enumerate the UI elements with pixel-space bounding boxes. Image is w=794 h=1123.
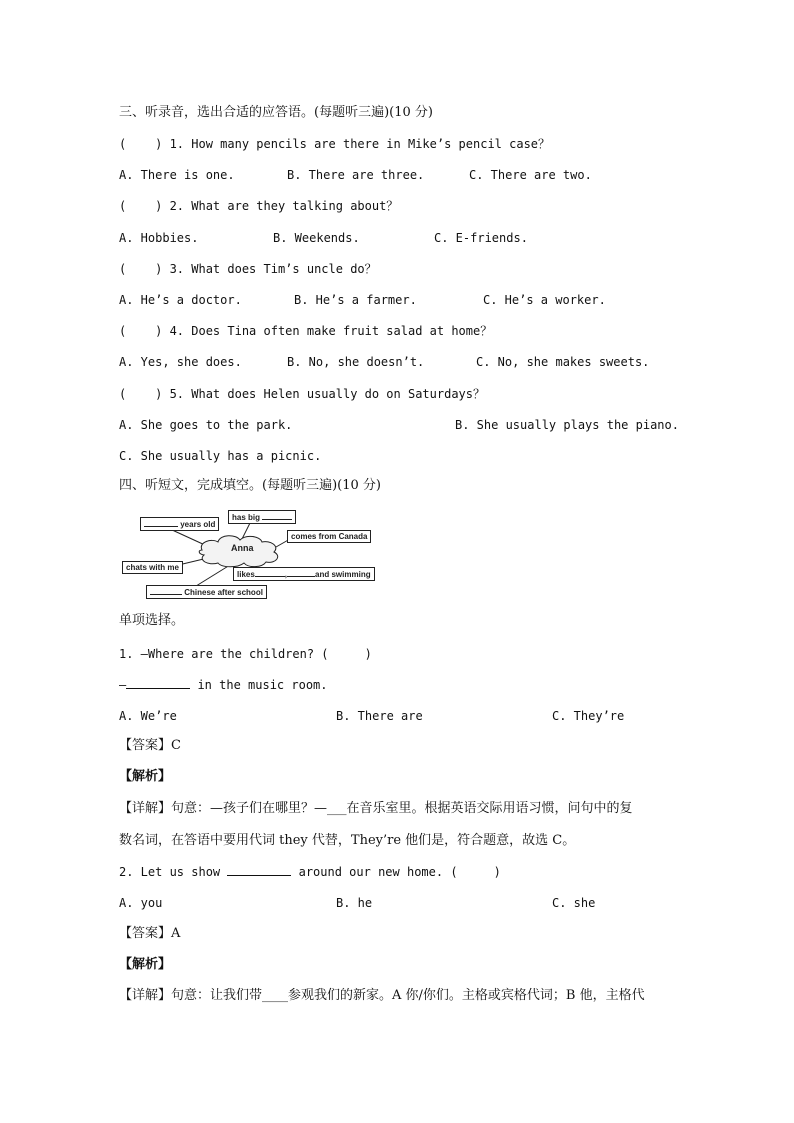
q5-option-b: B. She usually plays the piano. [455,418,679,432]
q4-option-a: A. Yes, she does. [119,355,242,369]
section3-title: 三、听录音，选出合适的应答语。(每题听三遍)(10 分) [119,105,433,120]
q1-option-b: B. There are three. [287,168,425,182]
q2-option-c: C. E-friends. [434,231,528,245]
years-old-box: years old [140,517,219,531]
q2-stem: ( ) 2. What are they talking about？ [119,199,399,213]
sc-q1-detail-line2: 数名词，在答语中要用代词 they 代替，They’re 他们是，符合题意，故选 C。 [119,833,576,848]
sc-q2-option-a: A. you [119,896,163,910]
sc-q2-analysis: 【解析】 [119,957,172,972]
sc-q1-answer: 【答案】C [119,738,181,753]
q4-option-b: B. No, she doesn’t. [287,355,425,369]
q5-stem: ( ) 5. What does Helen usually do on Saturdays？ [119,387,486,401]
comes-from-box: comes from Canada [287,530,371,543]
anna-mind-map [120,509,388,599]
q1-option-a: A. There is one. [119,168,235,182]
chinese-box: Chinese after school [146,585,267,599]
sc-q1-detail-line1: 【详解】句意：—孩子们在哪里？—___在音乐室里。根据英语交际用语习惯，问句中的复 [119,801,633,816]
sc-q2-answer: 【答案】A [119,926,181,941]
anna-label: Anna [231,543,254,553]
q3-option-b: B. He’s a farmer. [294,293,417,307]
sc-q2-detail-line1: 【详解】句意：让我们带____参观我们的新家。A 你/你们。主格或宾格代词；B 他，主格代 [119,988,645,1003]
q5-option-a: A. She goes to the park. [119,418,293,432]
sc-q1-answer-line: — in the music room. [119,678,328,692]
q1-option-c: C. There are two. [469,168,592,182]
single-choice-title: 单项选择。 [119,613,185,628]
likes-box: likes , and swimming [233,567,375,581]
sc-q1-stem: 1. —Where are the children? ( ) [119,647,372,661]
sc-q2-option-b: B. he [336,896,373,910]
has-big-box: has big [228,510,296,524]
q3-stem: ( ) 3. What does Tim’s uncle do？ [119,262,377,276]
q2-option-a: A. Hobbies. [119,231,199,245]
chats-box: chats with me [122,561,183,574]
q1-stem: ( ) 1. How many pencils are there in Mike’s pencil case？ [119,137,551,151]
q4-option-c: C. No, she makes sweets. [476,355,650,369]
q5-option-c: C. She usually has a picnic. [119,449,322,463]
q3-option-c: C. He’s a worker. [483,293,606,307]
q2-option-b: B. Weekends. [273,231,360,245]
sc-q1-analysis: 【解析】 [119,769,172,784]
sc-q1-option-a: A. We’re [119,709,177,723]
sc-q1-option-b: B. There are [336,709,423,723]
sc-q2-option-c: C. she [552,896,596,910]
section4-title: 四、听短文，完成填空。(每题听三遍)(10 分) [119,478,381,493]
sc-q2-stem: 2. Let us show around our new home. ( ) [119,865,501,879]
q4-stem: ( ) 4. Does Tina often make fruit salad at home？ [119,324,493,338]
sc-q1-option-c: C. They’re [552,709,625,723]
q3-option-a: A. He’s a doctor. [119,293,242,307]
